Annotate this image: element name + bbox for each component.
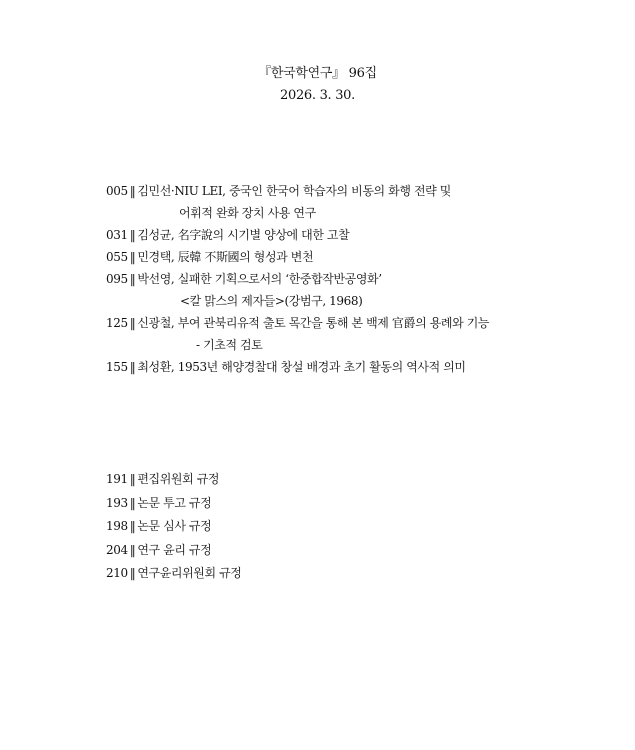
article-line: <칼 맑스의 제자들>(강범구, 1968) bbox=[180, 294, 363, 308]
regulation-entry[interactable] bbox=[106, 562, 241, 586]
separator: ‖ bbox=[129, 316, 136, 330]
regulation-title: 연구윤리위원회 규정 bbox=[137, 566, 242, 580]
regulation-title: 연구 윤리 규정 bbox=[137, 542, 212, 557]
article-line: 김민선·NIU LEI, 중국인 한국어 학습자의 비동의 화행 전략 및 bbox=[137, 184, 451, 198]
publication-date: 2026. 3. 30. bbox=[280, 88, 355, 103]
page-number: 155 bbox=[106, 360, 128, 374]
separator: ‖ bbox=[129, 360, 136, 374]
regulation-title: 편집위원회 규정 bbox=[137, 472, 220, 486]
page-number: 125 bbox=[106, 316, 128, 330]
toc-entry[interactable] bbox=[106, 180, 576, 224]
regulation-entry[interactable] bbox=[106, 515, 241, 539]
article-line: 신광철, 부여 관북리유적 출토 목간을 통해 본 백제 官爵의 용례와 기능 bbox=[137, 316, 490, 330]
article-line: 민경택, 辰韓 不斯國의 형성과 변천 bbox=[137, 250, 314, 264]
article-line: 박선영, 실패한 기획으로서의 ‘한중합작반공영화’ bbox=[137, 272, 382, 286]
separator: ‖ bbox=[129, 272, 136, 286]
page-number: 031 bbox=[106, 228, 128, 242]
separator: ‖ bbox=[129, 519, 136, 533]
separator: ‖ bbox=[129, 495, 136, 510]
page-number: 210 bbox=[106, 566, 128, 580]
regulation-entry[interactable] bbox=[106, 468, 241, 492]
article-line: 최성환, 1953년 해양경찰대 창설 배경과 초기 활동의 역사적 의미 bbox=[137, 360, 466, 374]
regulation-title: 논문 심사 규정 bbox=[137, 519, 212, 533]
page-number: 095 bbox=[106, 272, 128, 286]
regulation-title: 논문 투고 규정 bbox=[137, 495, 212, 510]
page-number: 193 bbox=[106, 495, 128, 510]
article-line: 어휘적 완화 장치 사용 연구 bbox=[179, 206, 316, 220]
toc-entry[interactable] bbox=[106, 356, 576, 378]
separator: ‖ bbox=[129, 228, 136, 242]
separator: ‖ bbox=[129, 566, 136, 580]
separator: ‖ bbox=[129, 184, 136, 198]
regulations-list bbox=[106, 468, 241, 586]
article-line: 김성균, 名字說의 시기별 양상에 대한 고찰 bbox=[137, 228, 350, 242]
article-line: - 기초적 검토 bbox=[196, 338, 263, 352]
toc-entry[interactable] bbox=[106, 224, 576, 246]
page-number: 055 bbox=[106, 250, 128, 264]
page-number: 005 bbox=[106, 184, 128, 198]
page-number: 198 bbox=[106, 519, 128, 533]
separator: ‖ bbox=[129, 542, 136, 557]
regulation-entry[interactable] bbox=[106, 539, 241, 563]
page-number: 191 bbox=[106, 472, 128, 486]
separator: ‖ bbox=[129, 472, 136, 486]
toc-entry[interactable] bbox=[106, 268, 576, 312]
page-number: 204 bbox=[106, 542, 128, 557]
toc-entry[interactable] bbox=[106, 312, 576, 356]
journal-title: 『한국학연구』 96집 bbox=[258, 66, 377, 81]
separator: ‖ bbox=[129, 250, 136, 264]
toc-entry[interactable] bbox=[106, 246, 576, 268]
table-of-contents bbox=[106, 180, 576, 378]
regulation-entry[interactable] bbox=[106, 492, 241, 516]
